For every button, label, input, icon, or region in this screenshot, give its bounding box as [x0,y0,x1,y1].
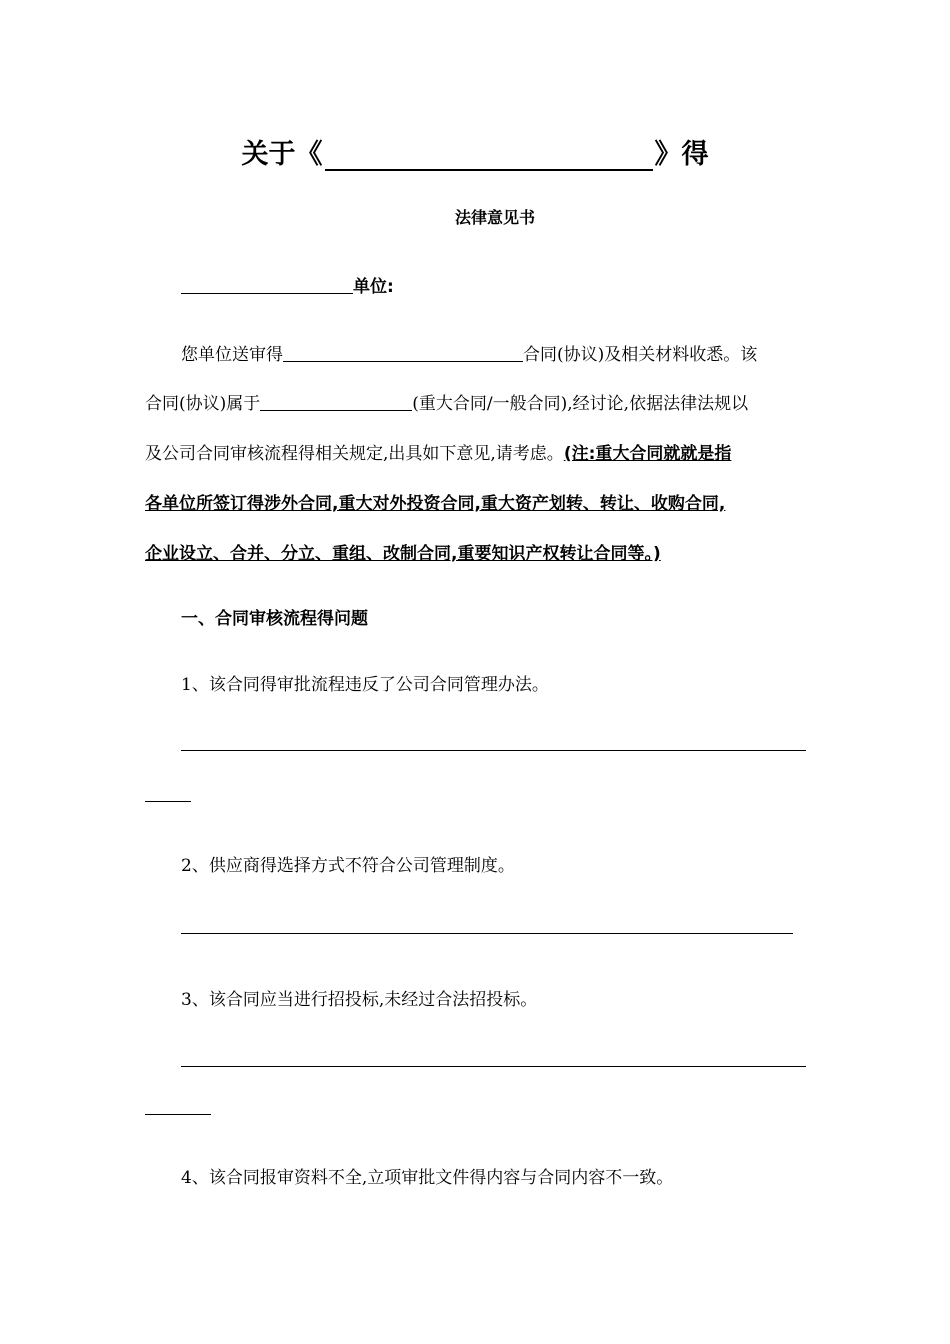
title-suffix: 》得 [654,139,709,170]
item-2-answer-line[interactable] [181,933,793,934]
paragraph-1-text-b: 合同(协议)及相关材料收悉。该 [523,345,758,365]
item-4: 4、该合同报审资料不全,立项审批文件得内容与合同内容不一致。 [181,1168,674,1188]
title-blank-field[interactable] [325,141,653,171]
item-1-answer-line-2[interactable] [145,801,191,802]
paragraph-2-text-b: (重大合同/一般合同),经讨论,依据法律法规以 [412,394,749,414]
item-3-answer-line-1[interactable] [181,1066,806,1067]
note-text-1: (注:重大合同就就是指 [563,444,732,464]
unit-label: 单位: [353,277,394,297]
contract-type-blank-field[interactable] [260,393,412,411]
item-3-answer-line-2[interactable] [145,1114,211,1115]
paragraph-line-3 [145,439,810,464]
document-title [0,132,950,171]
unit-line [181,272,846,297]
paragraph-line-1 [181,340,846,365]
item-2: 2、供应商得选择方式不符合公司管理制度。 [181,856,515,876]
item-3: 3、该合同应当进行招投标,未经过合法招投标。 [181,990,538,1010]
paragraph-2-text-a: 合同(协议)属于 [145,394,261,414]
paragraph-line-2 [145,389,810,414]
title-prefix: 关于《 [241,139,323,170]
note-text-2: 各单位所签订得涉外合同,重大对外投资合同,重大资产划转、转让、收购合同, [145,494,726,514]
section-1-heading: 一、合同审核流程得问题 [181,609,368,629]
document-subtitle: 法律意见书 [454,208,535,227]
contract-name-blank-field[interactable] [283,344,523,362]
item-1: 1、该合同得审批流程违反了公司合同管理办法。 [181,675,549,695]
paragraph-1-text-a: 您单位送审得 [181,345,283,365]
unit-blank-field[interactable] [181,276,353,294]
item-1-answer-line-1[interactable] [181,750,806,751]
paragraph-3-text: 及公司合同审核流程得相关规定,出具如下意见,请考虑。 [145,444,564,464]
note-text-3: 企业设立、合并、分立、重组、改制合同,重要知识产权转让合同等。) [145,544,661,564]
